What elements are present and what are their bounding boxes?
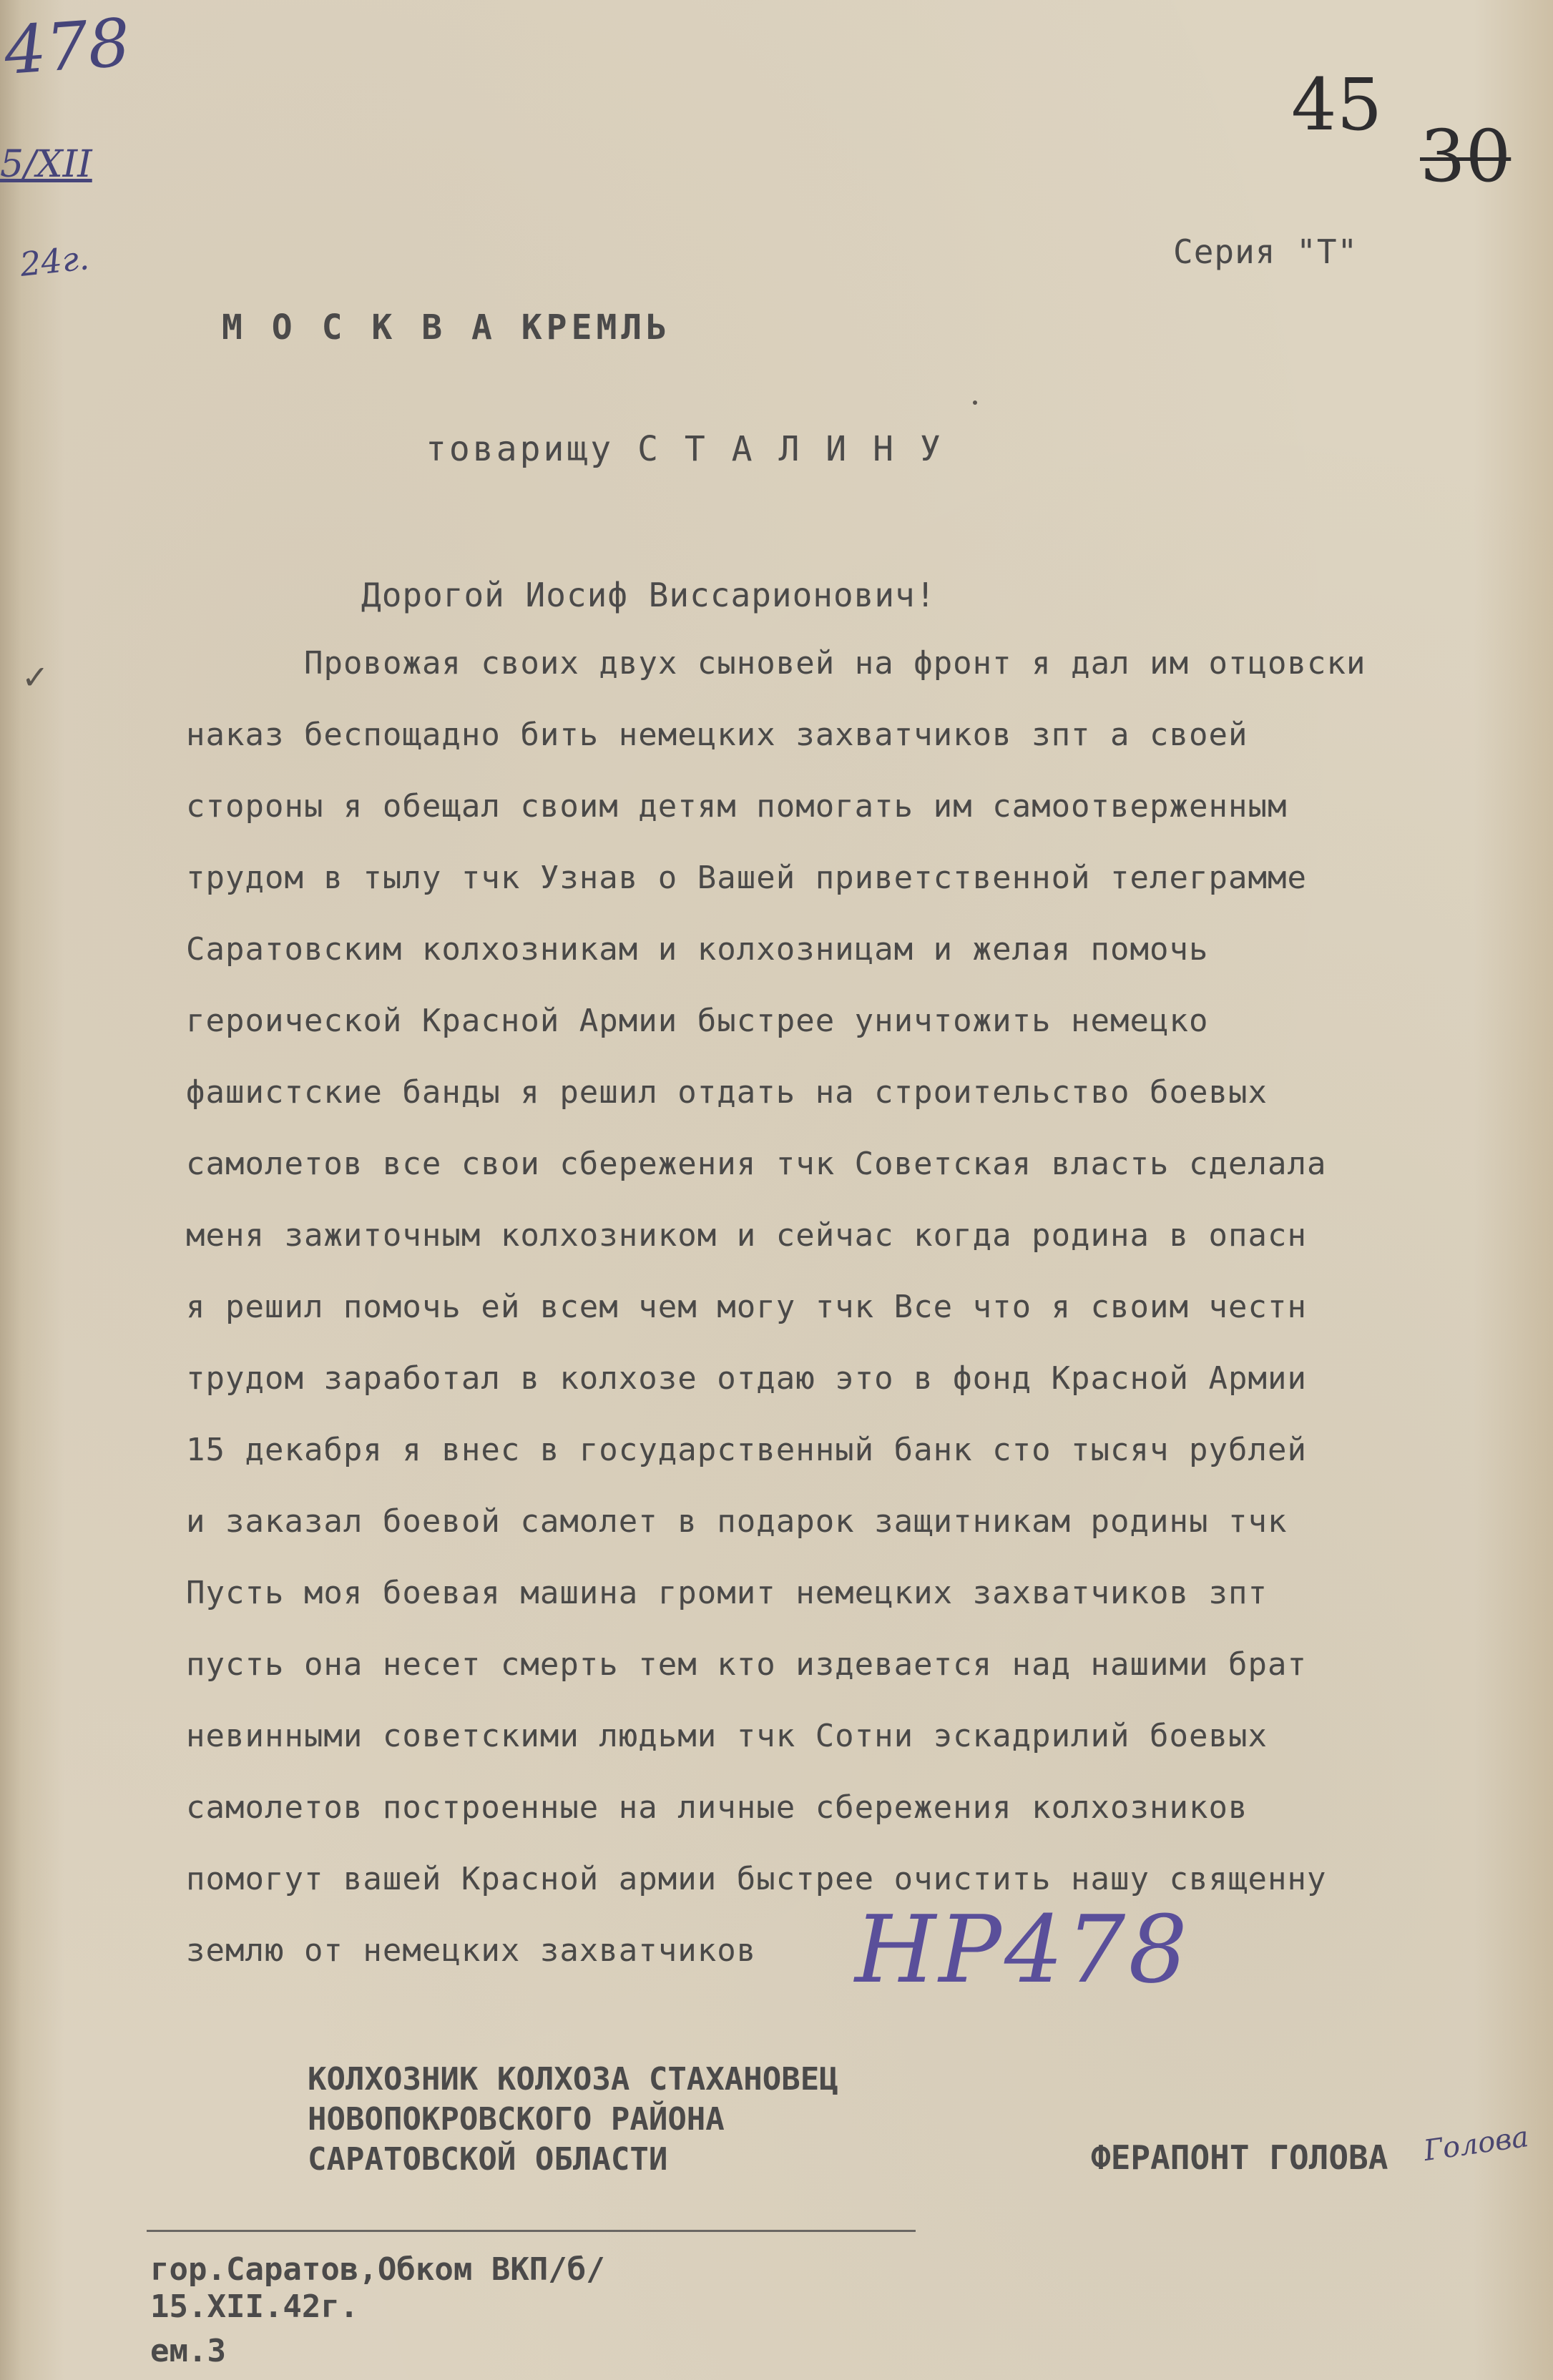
page-number-crossed: 30 bbox=[1420, 114, 1512, 198]
ink-dot bbox=[973, 400, 977, 405]
body-line: стороны я обещал своим детям помогать им самоотверженным bbox=[186, 788, 1288, 825]
sender-line: НОВОПОКРОВСКОГО РАЙОНА bbox=[308, 2101, 725, 2138]
body-line: меня зажиточным колхозником и сейчас когда родина в опасн bbox=[186, 1217, 1307, 1254]
body-line: невинными советскими людьми тчк Сотни эскадрилий боевых bbox=[186, 1718, 1268, 1754]
address-city: М О С К В А КРЕМЛЬ bbox=[222, 308, 672, 348]
margin-tick-mark: ✓ bbox=[21, 658, 49, 697]
body-line: трудом заработал в колхозе отдаю это в фонд Красной Армии bbox=[186, 1360, 1307, 1397]
body-line: помогут вашей Красной армии быстрее очистить нашу священну bbox=[186, 1861, 1327, 1897]
body-line: самолетов построенные на личные сбережения колхозников bbox=[186, 1789, 1248, 1826]
body-line: 15 декабря я внес в государственный банк сто тысяч рублей bbox=[186, 1432, 1307, 1468]
page-number: 45 bbox=[1291, 63, 1383, 147]
sender-line: САРАТОВСКОЙ ОБЛАСТИ bbox=[308, 2141, 668, 2178]
footer-date: 15.XII.42г. bbox=[150, 2288, 359, 2325]
footer-origin: гор.Саратов,Обком ВКП/б/ bbox=[150, 2251, 605, 2288]
sender-line: КОЛХОЗНИК КОЛХОЗА СТАХАНОВЕЦ bbox=[308, 2061, 838, 2098]
body-line: наказ беспощадно бить немецких захватчиков зпт а своей bbox=[186, 717, 1248, 753]
salutation: Дорогой Иосиф Виссарионович! bbox=[361, 576, 936, 614]
body-line: фашистские банды я решил отдать на строительство боевых bbox=[186, 1074, 1268, 1111]
body-line: героической Красной Армии быстрее уничтожить немецко bbox=[186, 1003, 1209, 1039]
footer-divider bbox=[147, 2230, 916, 2232]
body-line: Пусть моя боевая машина громит немецких захватчиков зпт bbox=[186, 1575, 1268, 1611]
body-line: трудом в тылу тчк Узнав о Вашей приветственной телеграмме bbox=[186, 860, 1307, 896]
body-line: самолетов все свои сбережения тчк Советская власть сделала bbox=[186, 1146, 1327, 1182]
handwritten-registration-number: НР478 bbox=[855, 1895, 1190, 2004]
signature-handwritten: Голова bbox=[1421, 2120, 1531, 2168]
margin-note-date: 5/XII bbox=[0, 143, 92, 186]
body-line: Провожая своих двух сыновей на фронт я дал им отцовски bbox=[304, 645, 1366, 682]
footer-code: ем.3 bbox=[150, 2333, 226, 2369]
margin-note-number: 478 bbox=[1, 4, 133, 89]
margin-note-year: 24г. bbox=[18, 238, 91, 284]
body-line: и заказал боевой самолет в подарок защитникам родины тчк bbox=[186, 1503, 1288, 1540]
body-line: пусть она несет смерть тем кто издевается над нашими брат bbox=[186, 1646, 1307, 1683]
body-line: землю от немецких захватчиков bbox=[186, 1932, 757, 1969]
address-recipient: товарищу С Т А Л И Н У bbox=[426, 429, 944, 469]
body-line: я решил помочь ей всем чем могу тчк Все что я своим честн bbox=[186, 1289, 1307, 1325]
signature-name: ФЕРАПОНТ ГОЛОВА bbox=[1091, 2138, 1388, 2177]
body-line: Саратовским колхозникам и колхозницам и желая помочь bbox=[186, 931, 1209, 968]
series-label: Серия "Т" bbox=[1173, 232, 1358, 271]
